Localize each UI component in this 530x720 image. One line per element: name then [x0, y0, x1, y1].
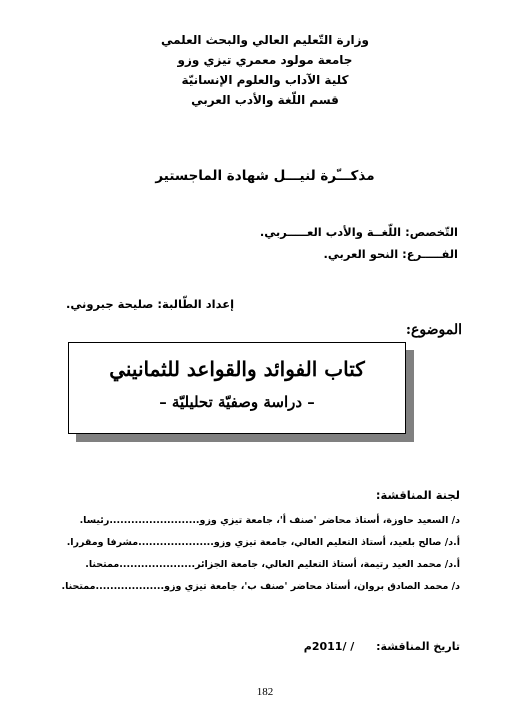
- faculty-name: كلية الآداب والعلوم الإنسانيّة: [181, 73, 349, 87]
- committee-member: د/ محمد الصادق بروان، أستاذ محاضر 'صنف ب'، جامعة تيزي وزو...................ممتحنا.: [61, 581, 460, 592]
- committee-list: [60, 510, 460, 598]
- ministry-name: وزارة التّعليم العالي والبحث العلمي: [160, 33, 370, 47]
- specialty-line: التّخصص: اللّغــة والأدب العـــــربي.: [259, 225, 458, 239]
- defense-date-label: تاريخ المناقشة:: [376, 640, 460, 653]
- committee-member: د/ السعيد حاوزة، أستاذ محاضر 'صنف أ'، جامعة تيزي وزو.........................رئيسا.: [79, 515, 460, 526]
- defense-date-value: / /2011م: [303, 640, 355, 653]
- committee-member: أ.د/ محمد العيد رتيمة، أستاذ التعليم العالي، جامعة الجزائر.....................ممتحنا.: [85, 559, 460, 570]
- university-name: جامعة مولود معمري تيزي وزو: [177, 53, 353, 67]
- thesis-type: مذكـــّرة لنيـــل شهادة الماجستير: [155, 168, 375, 184]
- student-line: إعداد الطّالبة: صليحة جبروني.: [66, 297, 235, 311]
- institution-header: [0, 30, 530, 110]
- page-number: 182: [256, 686, 274, 698]
- committee-label: لجنة المناقشة:: [375, 488, 460, 502]
- thesis-title: كتاب الفوائد والقواعد للثمانيني: [109, 357, 365, 381]
- subject-label: الموضوع:: [405, 322, 462, 338]
- committee-member: أ.د/ صالح بلعيد، أستاذ التعليم العالي، جامعة تيزي وزو.....................مشرفا ومقررا.: [66, 537, 460, 548]
- branch-line: الفـــــرع: النحو العربي.: [323, 247, 458, 261]
- defense-date: [304, 640, 460, 653]
- department-name: قسم اللّغة والأدب العربي: [191, 93, 339, 107]
- thesis-subtitle: – دراسة وصفيّة تحليليّة –: [159, 393, 315, 411]
- title-box: [68, 342, 406, 434]
